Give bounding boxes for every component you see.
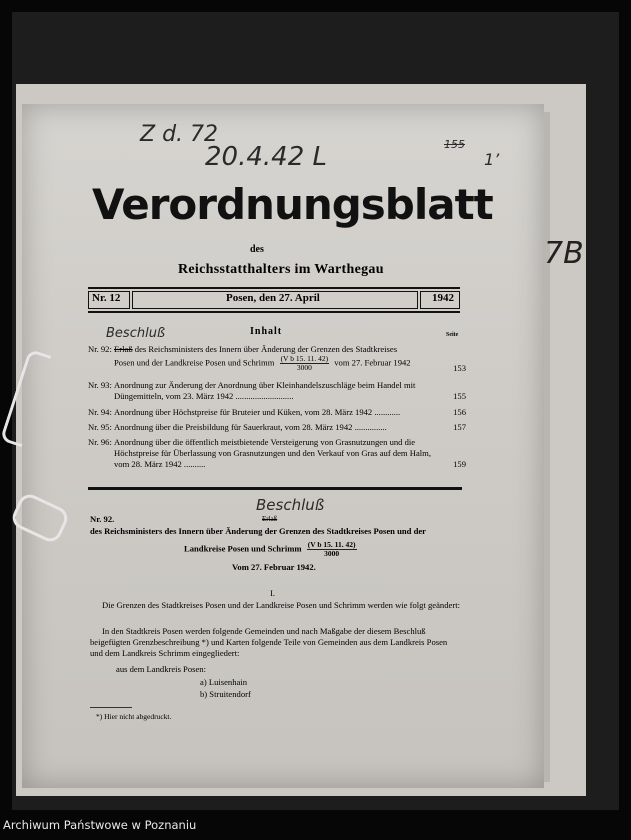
fraction-denominator: 3000 — [296, 363, 312, 372]
toc-entry-number: Nr. 92: — [88, 344, 112, 354]
toc-entry-page: 157 — [453, 422, 466, 432]
handwritten-archive-code: Z d. 72 — [140, 122, 219, 147]
list-heading: aus dem Landkreis Posen: — [116, 664, 206, 674]
struck-word: Erlaß — [262, 515, 278, 523]
footnote: *) Hier nicht abgedruckt. — [96, 712, 172, 721]
masthead-title: Verordnungsblatt — [92, 180, 493, 229]
toc-entry-text: Anordnung über die Preisbildung für Sauerkraut, vom 28. März 1942 ............... — [114, 422, 387, 432]
decree-date: Vom 27. Februar 1942. — [232, 562, 316, 572]
handwritten-page-struck: 155 — [444, 138, 465, 151]
issue-place-date: Posen, den 27. April — [226, 292, 320, 304]
reference-fraction — [307, 541, 357, 558]
reference-fraction — [280, 355, 330, 372]
toc-entry — [88, 344, 466, 374]
struck-word: Erlaß — [114, 344, 133, 354]
handwritten-date: 20.4.42 L — [205, 142, 327, 172]
toc-entry-number: Nr. 94: — [88, 407, 112, 417]
toc-entry-number: Nr. 95: — [88, 422, 112, 432]
toc-entry-page: 153 — [453, 363, 466, 373]
toc-entry — [88, 422, 466, 433]
fraction-numerator: (V b 15. 11. 42) — [307, 540, 356, 549]
list-item: a) Luisenhain — [200, 677, 248, 687]
toc-entry-page: 155 — [453, 391, 466, 401]
section-divider — [88, 487, 462, 490]
toc-entry-date: vom 27. Februar 1942 — [334, 357, 411, 368]
decree-title-text: Landkreise Posen und Schrimm — [184, 543, 302, 554]
footnote-rule — [90, 707, 132, 708]
toc-entry — [88, 380, 466, 402]
toc-entry-line: des Reichsministers des Innern über Änderung der Grenzen des Stadtkreises — [134, 344, 398, 354]
toc-entry-text — [114, 344, 440, 372]
handwritten-beschluss-toc: Beschluß — [106, 326, 166, 341]
toc-entry-text: Anordnung über die öffentlich meistbietende Versteigerung von Grasnutzungen und die Höchstpreise für Überlassung von Grasnutzungen und den Verkauf von Gras auf dem Halm, vom 28. März 1942 .......... — [114, 437, 432, 469]
section-number: I. — [270, 588, 276, 598]
issue-bar — [88, 287, 460, 313]
toc-entry-number: Nr. 93: — [88, 380, 112, 390]
list-item: b) Struitendorf — [200, 689, 251, 699]
toc-entry — [88, 407, 466, 418]
toc-entry-number: Nr. 96: — [88, 437, 112, 447]
issue-number: Nr. 12 — [92, 292, 121, 304]
handwritten-page-number: 1’ — [484, 150, 500, 169]
toc-seite-label: Seite — [446, 332, 459, 338]
toc-entry-line: Posen und der Landkreise Posen und Schrimm — [114, 357, 275, 368]
toc-entry-text: Anordnung über Höchstpreise für Bruteier und Küken, vom 28. März 1942 ............ — [114, 407, 401, 417]
handwritten-beschluss-body: Beschluß — [256, 496, 325, 514]
toc-entry-page: 159 — [453, 459, 466, 469]
handwritten-margin-mark: 7B — [544, 236, 584, 271]
fraction-denominator: 3000 — [324, 549, 340, 558]
toc-heading: Inhalt — [250, 326, 283, 337]
archive-caption: Archiwum Państwowe w Poznaniu — [3, 818, 197, 832]
paragraph: Die Grenzen des Stadtkreises Posen und der Landkreise Posen und Schrimm werden wie folgt geändert: — [102, 600, 460, 610]
fraction-numerator: (V b 15. 11. 42) — [280, 354, 329, 363]
paragraph: In den Stadtkreis Posen werden folgende Gemeinden und nach Maßgabe der diesem Beschluß beigefügten Grenzbeschreibung *) und Karten folgende Teile von Gemeinden aus dem Landkreis Posen und dem Landkreis Schrimm eingegliedert: — [90, 626, 448, 658]
decree-title-line — [184, 541, 360, 558]
toc-entry — [88, 437, 466, 470]
issue-year: 1942 — [432, 292, 454, 304]
decree-number: Nr. 92. — [90, 514, 115, 524]
decree-title-line: des Reichsministers des Innern über Änderung der Grenzen des Stadtkreises Posen und der — [90, 526, 426, 536]
masthead-subtitle: Reichsstatthalters im Warthegau — [178, 262, 384, 277]
toc-entry-page: 156 — [453, 407, 466, 417]
toc-entry-text: Anordnung zur Änderung der Anordnung über Kleinhandelszuschläge beim Handel mit Düngemitteln, vom 23. März 1942 ........................... — [114, 380, 416, 401]
masthead-des: des — [250, 244, 264, 255]
